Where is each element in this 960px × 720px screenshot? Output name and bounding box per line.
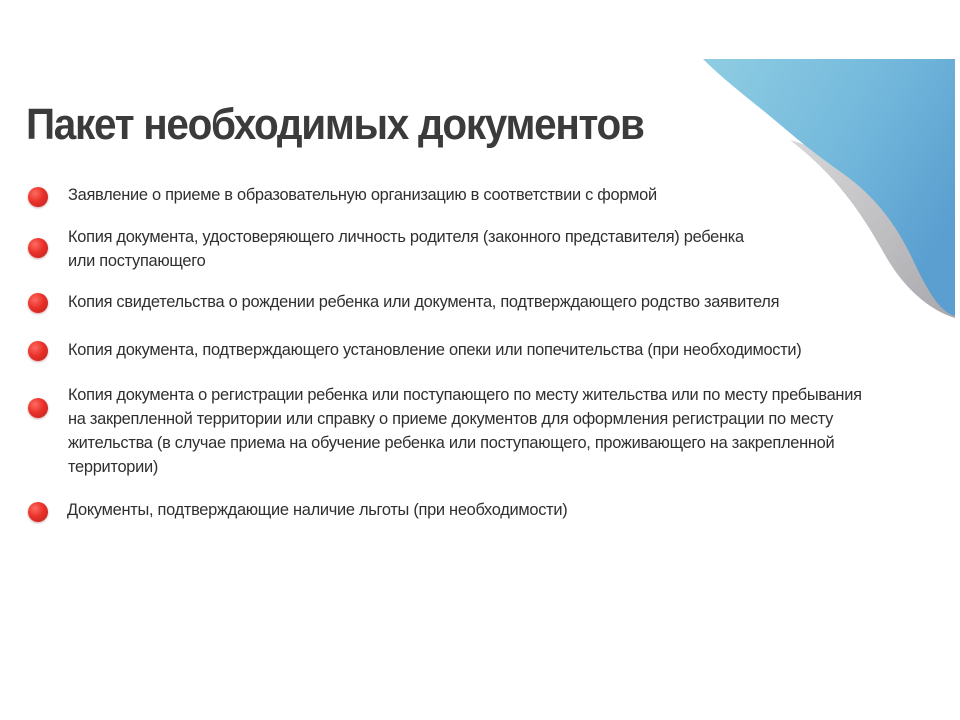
bullet-icon [28,238,48,258]
list-item-text [68,383,862,479]
page-title: Пакет необходимых документов [26,100,644,149]
list-item-text [67,498,567,522]
list-item-line: Копия документа, удостоверяющего личность родителя (законного представителя) ребенка [68,227,744,246]
list-item-text [68,290,779,314]
bullet-icon [28,187,48,207]
list-item-line: Копия свидетельства о рождении ребенка или документа, подтверждающего родство заявителя [68,292,780,311]
list-item-line: Копия документа о регистрации ребенка или поступающего по месту жительства или по месту пребывания [68,385,862,404]
list-item-line: или поступающего [68,251,206,270]
list-item-line: Заявление о приеме в образовательную организацию в соответствии с формой [68,185,657,204]
list-item-text [68,338,801,362]
bullet-icon [28,502,48,522]
list-item-line: территории) [68,457,159,476]
list-item-line: Документы, подтверждающие наличие льготы (при необходимости) [67,500,568,519]
list-item-line: жительства (в случае приема на обучение ребенка или поступающего, проживающего на закрепленной [68,433,835,452]
bullet-icon [28,293,48,313]
list-item-text [68,183,657,207]
list-item-line: Копия документа, подтверждающего установление опеки или попечительства (при необходимости) [68,340,802,359]
list-item-line: на закрепленной территории или справку о приеме документов для оформления регистрации по месту [68,409,834,428]
bullet-icon [28,341,48,361]
bullet-icon [28,398,48,418]
list-item-text [68,225,744,273]
